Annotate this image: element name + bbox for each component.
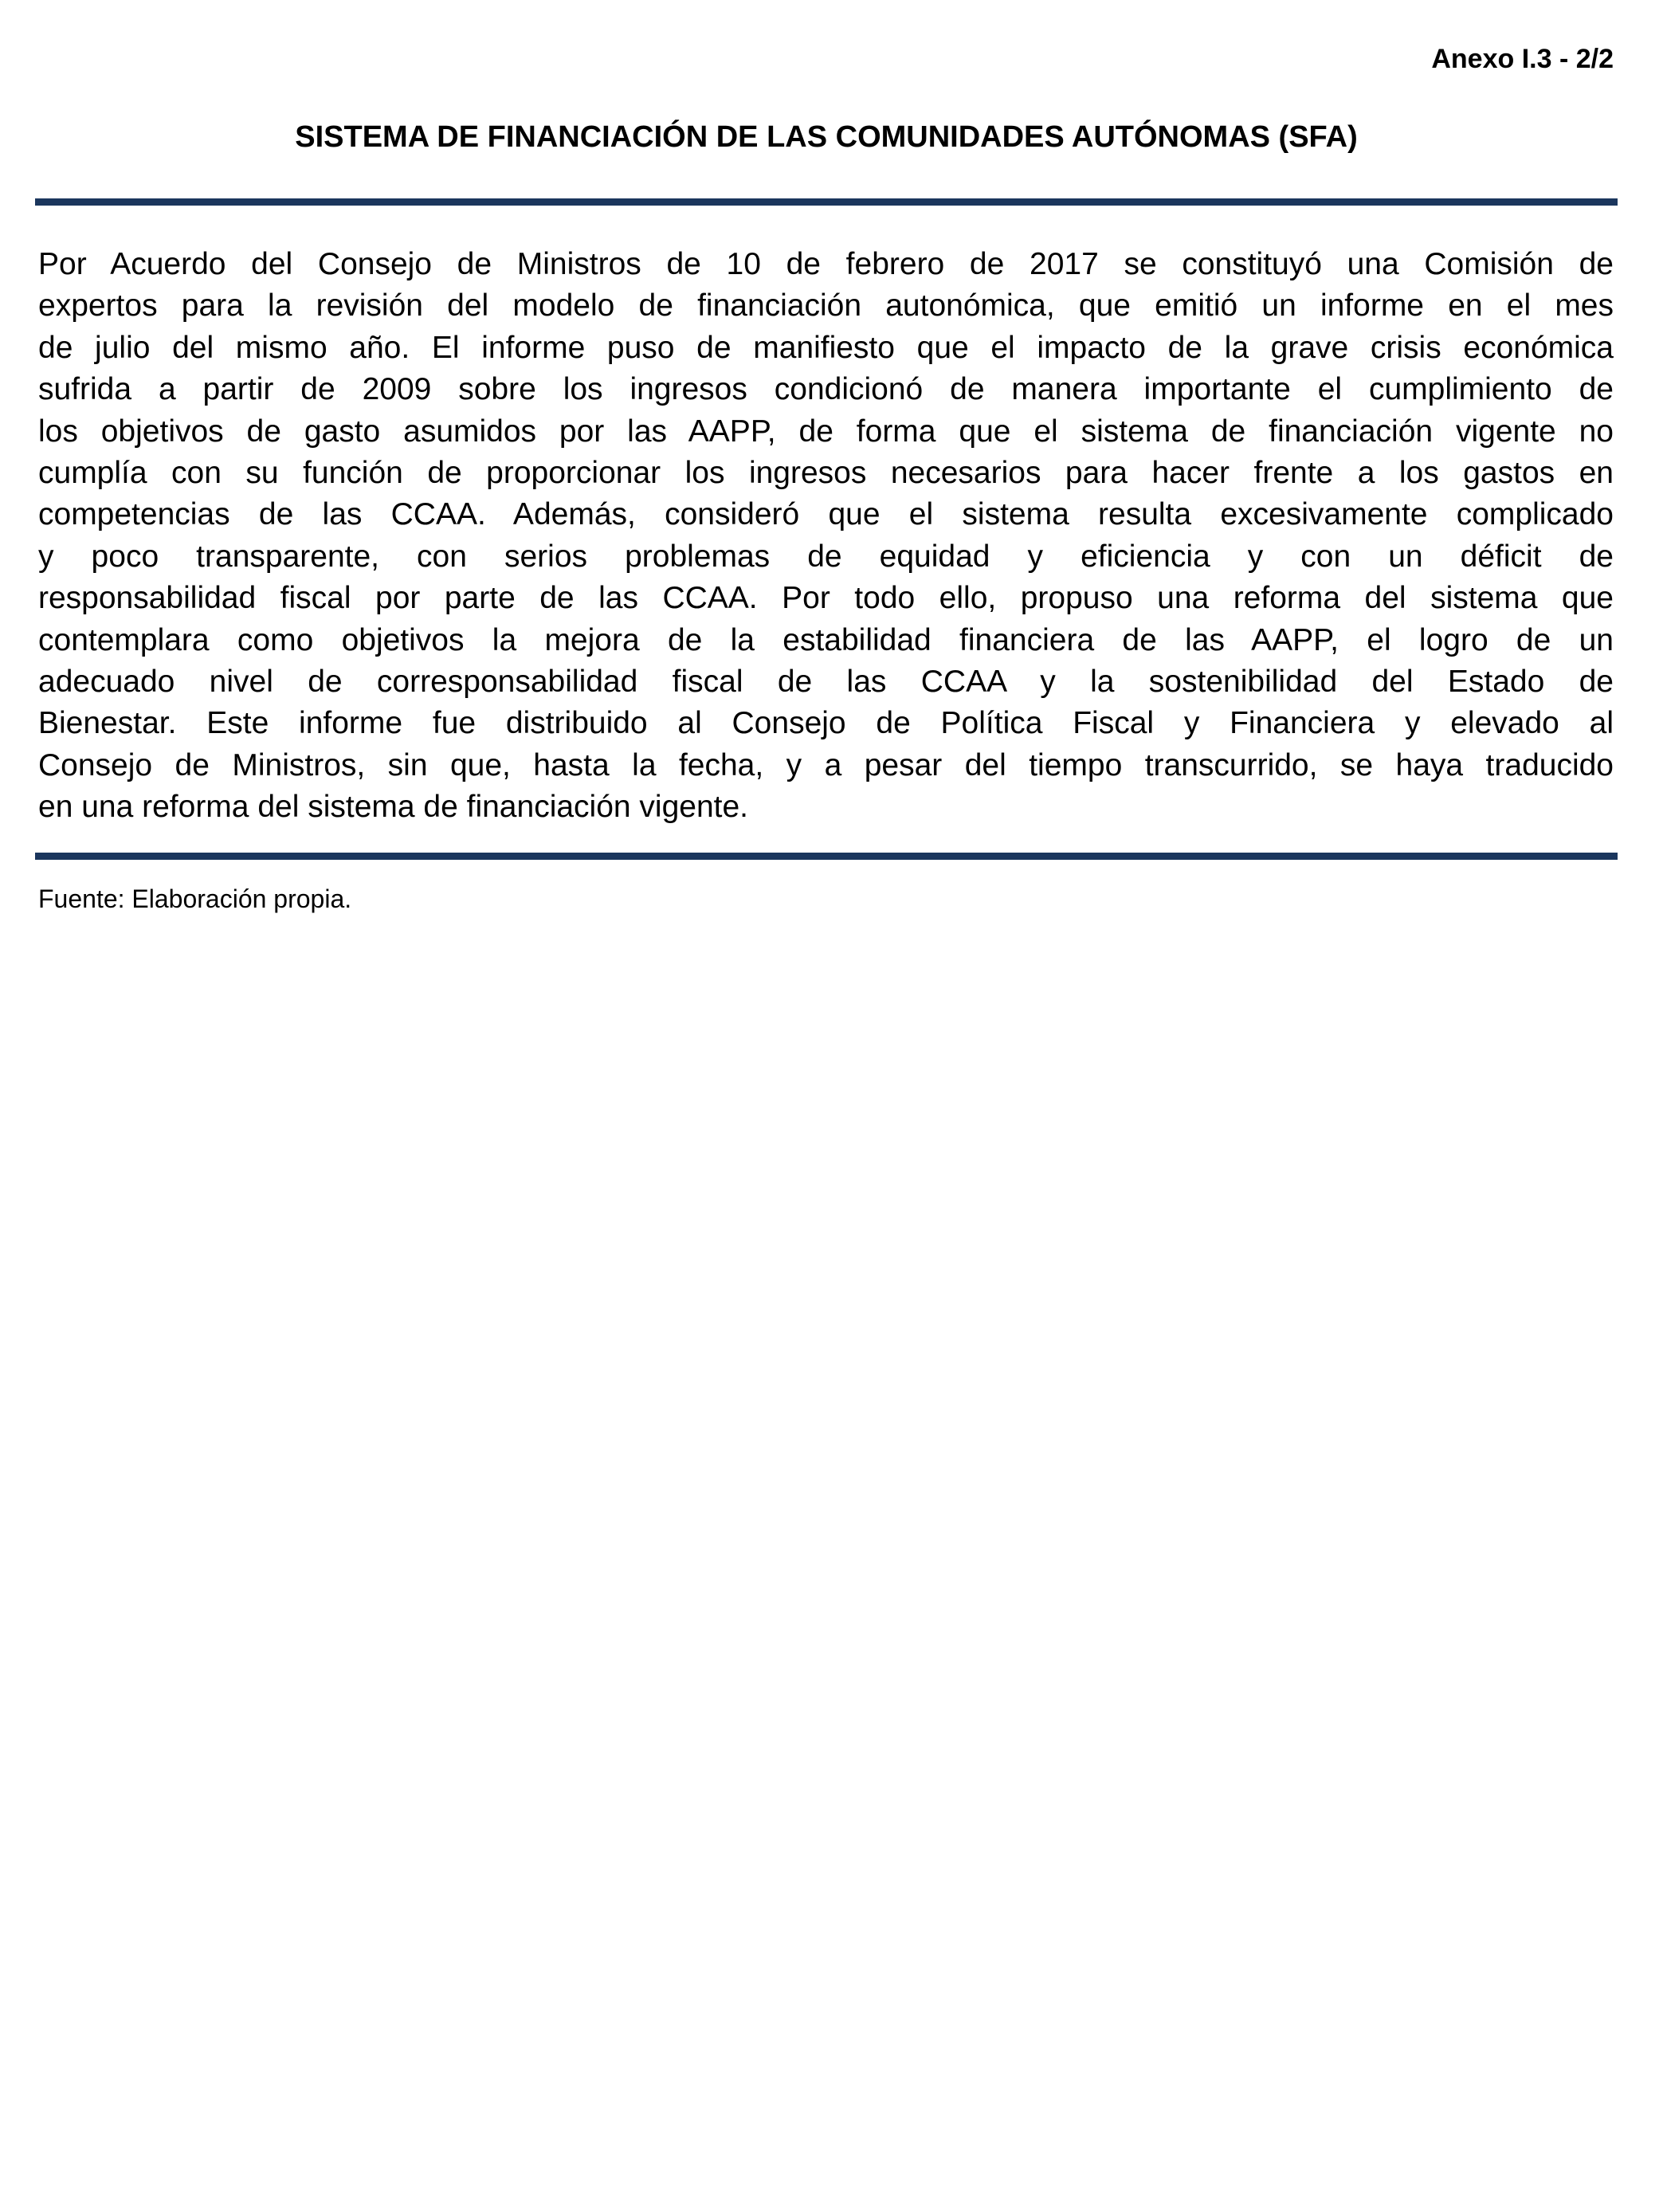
paragraph-line: en una reforma del sistema de financiación vigente. — [38, 790, 749, 825]
paragraph-line: Consejo de Ministros, sin que, hasta la fecha, y a pesar del tiempo transcurrido, se haya traducido — [38, 747, 1614, 782]
bottom-divider — [35, 853, 1618, 860]
body-paragraph — [38, 244, 1614, 828]
paragraph-line: Por Acuerdo del Consejo de Ministros de 10 de febrero de 2017 se constituyó una Comisión de — [38, 247, 1614, 281]
paragraph-line: cumplía con su función de proporcionar los ingresos necesarios para hacer frente a los gastos en — [38, 455, 1614, 490]
paragraph-line: de julio del mismo año. El informe puso de manifiesto que el impacto de la grave crisis económica — [38, 330, 1614, 365]
paragraph-line: Bienestar. Este informe fue distribuido al Consejo de Política Fiscal y Financiera y elevado al — [38, 706, 1614, 741]
source-note: Fuente: Elaboración propia. — [38, 884, 352, 913]
paragraph-line: competencias de las CCAA. Además, consideró que el sistema resulta excesivamente complicado — [38, 497, 1614, 532]
page-title: SISTEMA DE FINANCIACIÓN DE LAS COMUNIDADES AUTÓNOMAS (SFA) — [295, 120, 1358, 154]
paragraph-line: expertos para la revisión del modelo de financiación autonómica, que emitió un informe en el mes — [38, 288, 1614, 324]
paragraph-line: los objetivos de gasto asumidos por las AAPP, de forma que el sistema de financiación vigente no — [38, 414, 1614, 449]
paragraph-line: contemplara como objetivos la mejora de la estabilidad financiera de las AAPP, el logro de un — [38, 622, 1614, 657]
paragraph-line: sufrida a partir de 2009 sobre los ingresos condicionó de manera importante el cumplimiento de — [38, 372, 1614, 407]
paragraph-line: adecuado nivel de corresponsabilidad fiscal de las CCAA y la sostenibilidad del Estado de — [38, 664, 1614, 699]
paragraph-line: y poco transparente, con serios problemas de equidad y eficiencia y con un déficit de — [38, 539, 1614, 574]
annex-label: Anexo I.3 - 2/2 — [1431, 44, 1614, 74]
paragraph-line: responsabilidad fiscal por parte de las CCAA. Por todo ello, propuso una reforma del sistema que — [38, 581, 1614, 616]
top-divider — [35, 198, 1618, 206]
